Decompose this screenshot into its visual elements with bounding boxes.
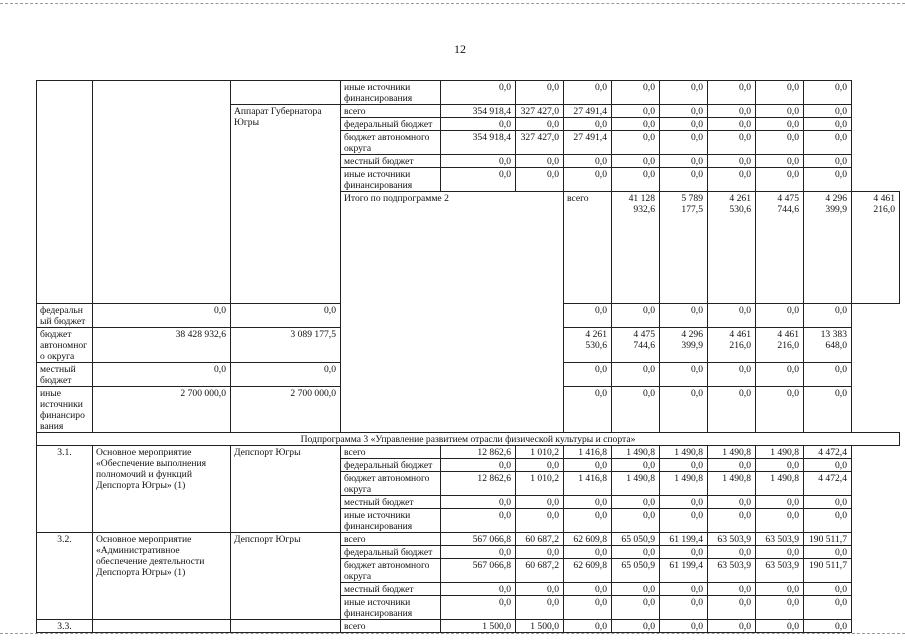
value-cell: 0,0 [441, 459, 516, 472]
source-cell: бюджет автономного округа [37, 328, 93, 363]
value-cell: 0,0 [564, 304, 612, 328]
value-cell: 1 490,8 [708, 472, 756, 496]
value-cell: 0,0 [612, 546, 660, 559]
item-number-cell: 3.2. [37, 533, 93, 620]
value-cell: 4 296 399,9 [804, 192, 852, 304]
value-cell: 327 427,0 [516, 131, 564, 155]
value-cell: 0,0 [708, 509, 756, 533]
value-cell: 0,0 [804, 546, 852, 559]
executor-cell [231, 620, 341, 633]
value-cell: 0,0 [612, 363, 660, 387]
value-cell: 0,0 [756, 155, 804, 168]
source-cell: иные источники финансирования [341, 509, 441, 533]
item-number-cell [37, 81, 93, 304]
source-cell: всего [564, 192, 612, 304]
value-cell: 1 010,2 [516, 446, 564, 459]
value-cell: 65 050,9 [612, 559, 660, 583]
page-number: 12 [454, 42, 466, 56]
source-cell: местный бюджет [37, 363, 93, 387]
value-cell: 354 918,4 [441, 105, 516, 118]
value-cell: 63 503,9 [756, 533, 804, 546]
value-cell: 4 461 216,0 [708, 328, 756, 363]
value-cell: 0,0 [516, 596, 564, 620]
value-cell: 0,0 [231, 304, 341, 328]
value-cell: 0,0 [516, 459, 564, 472]
item-name-cell [93, 620, 231, 633]
value-cell: 0,0 [564, 168, 612, 192]
source-cell: иные источники финансирования [341, 81, 441, 105]
executor-cell: Депспорт Югры [231, 533, 341, 620]
source-cell: федеральный бюджет [37, 304, 93, 328]
value-cell: 0,0 [804, 583, 852, 596]
value-cell: 4 461 216,0 [852, 192, 900, 304]
value-cell: 0,0 [660, 81, 708, 105]
value-cell: 0,0 [660, 496, 708, 509]
value-cell: 0,0 [804, 118, 852, 131]
value-cell: 60 687,2 [516, 533, 564, 546]
value-cell: 0,0 [756, 81, 804, 105]
value-cell: 0,0 [708, 459, 756, 472]
value-cell: 0,0 [708, 596, 756, 620]
value-cell: 0,0 [804, 155, 852, 168]
value-cell: 1 490,8 [660, 472, 708, 496]
source-cell: всего [341, 533, 441, 546]
table-row [37, 81, 900, 105]
value-cell: 63 503,9 [708, 533, 756, 546]
item-name-cell: Основное мероприятие «Административное обеспечение деятельности Депспорта Югры» (1) [93, 533, 231, 620]
value-cell: 12 862,6 [441, 472, 516, 496]
value-cell: 0,0 [660, 155, 708, 168]
scan-edge-top [0, 3, 905, 4]
value-cell: 1 500,0 [441, 620, 516, 633]
value-cell: 0,0 [756, 459, 804, 472]
source-cell: иные источники финансирования [341, 168, 441, 192]
value-cell: 0,0 [804, 387, 852, 433]
item-number-cell: 3.3. [37, 620, 93, 633]
value-cell: 0,0 [804, 363, 852, 387]
value-cell: 13 383 648,0 [804, 328, 852, 363]
value-cell: 0,0 [564, 583, 612, 596]
value-cell: 0,0 [564, 81, 612, 105]
value-cell: 0,0 [660, 131, 708, 155]
value-cell: 63 503,9 [708, 559, 756, 583]
value-cell: 0,0 [660, 583, 708, 596]
value-cell: 0,0 [441, 596, 516, 620]
value-cell: 0,0 [660, 620, 708, 633]
value-cell: 0,0 [660, 105, 708, 118]
value-cell: 0,0 [612, 131, 660, 155]
value-cell: 0,0 [660, 387, 708, 433]
executor-cell: Аппарат Губернатора Югры [231, 105, 341, 304]
value-cell: 0,0 [612, 118, 660, 131]
value-cell: 0,0 [804, 596, 852, 620]
value-cell: 0,0 [756, 387, 804, 433]
value-cell: 1 416,8 [564, 472, 612, 496]
value-cell: 4 475 744,6 [756, 192, 804, 304]
value-cell: 0,0 [93, 363, 231, 387]
value-cell: 0,0 [708, 168, 756, 192]
value-cell: 0,0 [804, 620, 852, 633]
value-cell: 0,0 [612, 459, 660, 472]
value-cell: 4 296 399,9 [660, 328, 708, 363]
value-cell: 0,0 [804, 131, 852, 155]
value-cell: 61 199,4 [660, 533, 708, 546]
value-cell: 0,0 [441, 81, 516, 105]
value-cell: 65 050,9 [612, 533, 660, 546]
source-cell: местный бюджет [341, 496, 441, 509]
value-cell: 1 490,8 [708, 446, 756, 459]
value-cell: 63 503,9 [756, 559, 804, 583]
value-cell: 0,0 [708, 304, 756, 328]
source-cell: федеральный бюджет [341, 546, 441, 559]
source-cell: бюджет автономного округа [341, 131, 441, 155]
value-cell: 0,0 [612, 583, 660, 596]
executor-cell [231, 81, 341, 105]
source-cell: федеральный бюджет [341, 459, 441, 472]
value-cell: 2 700 000,0 [231, 387, 341, 433]
source-cell: иные источники финансирования [341, 596, 441, 620]
value-cell: 4 461 216,0 [756, 328, 804, 363]
value-cell: 0,0 [612, 596, 660, 620]
value-cell: 0,0 [441, 118, 516, 131]
value-cell: 0,0 [564, 363, 612, 387]
budget-table [36, 80, 900, 633]
value-cell: 0,0 [441, 155, 516, 168]
value-cell: 0,0 [612, 387, 660, 433]
value-cell: 0,0 [612, 509, 660, 533]
value-cell: 0,0 [708, 81, 756, 105]
total-label: Итого по подпрограмме 2 [341, 192, 564, 433]
value-cell: 4 472,4 [804, 446, 852, 459]
value-cell: 0,0 [804, 304, 852, 328]
value-cell: 0,0 [516, 583, 564, 596]
value-cell: 3 089 177,5 [231, 328, 341, 363]
value-cell: 1 490,8 [756, 446, 804, 459]
value-cell: 0,0 [660, 459, 708, 472]
value-cell: 62 609,8 [564, 533, 612, 546]
source-cell: местный бюджет [341, 155, 441, 168]
value-cell: 0,0 [756, 304, 804, 328]
value-cell: 0,0 [564, 546, 612, 559]
value-cell: 0,0 [516, 496, 564, 509]
value-cell: 38 428 932,6 [93, 328, 231, 363]
value-cell: 4 472,4 [804, 472, 852, 496]
value-cell: 0,0 [756, 509, 804, 533]
value-cell: 0,0 [564, 620, 612, 633]
value-cell: 354 918,4 [441, 131, 516, 155]
value-cell: 0,0 [756, 596, 804, 620]
value-cell: 0,0 [804, 496, 852, 509]
value-cell: 0,0 [660, 118, 708, 131]
value-cell: 0,0 [756, 168, 804, 192]
source-cell: бюджет автономного округа [341, 472, 441, 496]
value-cell: 1 010,2 [516, 472, 564, 496]
value-cell: 0,0 [708, 363, 756, 387]
value-cell: 0,0 [660, 168, 708, 192]
value-cell: 0,0 [804, 105, 852, 118]
value-cell: 0,0 [708, 583, 756, 596]
value-cell: 0,0 [231, 363, 341, 387]
value-cell: 0,0 [708, 131, 756, 155]
executor-cell: Депспорт Югры [231, 446, 341, 533]
value-cell: 0,0 [516, 168, 564, 192]
value-cell: 0,0 [612, 81, 660, 105]
item-name-cell: Основное мероприятие «Обеспечение выполнения полномочий и функций Депспорта Югры» (1) [93, 446, 231, 533]
value-cell: 0,0 [660, 509, 708, 533]
value-cell: 0,0 [564, 496, 612, 509]
value-cell: 0,0 [756, 583, 804, 596]
value-cell: 0,0 [756, 620, 804, 633]
value-cell: 0,0 [612, 168, 660, 192]
value-cell: 0,0 [564, 387, 612, 433]
value-cell: 1 490,8 [612, 472, 660, 496]
value-cell: 0,0 [441, 583, 516, 596]
scan-edge-bottom [0, 633, 905, 634]
value-cell: 0,0 [660, 363, 708, 387]
source-cell: всего [341, 446, 441, 459]
item-number-cell: 3.1. [37, 446, 93, 533]
value-cell: 0,0 [804, 81, 852, 105]
value-cell: 0,0 [660, 546, 708, 559]
value-cell: 0,0 [708, 387, 756, 433]
subprogram-title: Подпрограмма 3 «Управление развитием отрасли физической культуры и спорта» [37, 433, 900, 446]
value-cell: 0,0 [756, 105, 804, 118]
table-row [37, 533, 900, 546]
value-cell: 0,0 [441, 168, 516, 192]
value-cell: 0,0 [708, 118, 756, 131]
value-cell: 0,0 [564, 509, 612, 533]
value-cell: 1 416,8 [564, 446, 612, 459]
value-cell: 0,0 [708, 155, 756, 168]
value-cell: 0,0 [804, 459, 852, 472]
source-cell: всего [341, 620, 441, 633]
table-row [37, 620, 900, 633]
value-cell: 0,0 [660, 596, 708, 620]
value-cell: 0,0 [804, 509, 852, 533]
value-cell: 0,0 [564, 596, 612, 620]
value-cell: 0,0 [756, 496, 804, 509]
value-cell: 567 066,8 [441, 559, 516, 583]
budget-table-body [37, 81, 900, 633]
value-cell: 0,0 [612, 620, 660, 633]
value-cell: 0,0 [564, 155, 612, 168]
value-cell: 0,0 [516, 509, 564, 533]
value-cell: 2 700 000,0 [93, 387, 231, 433]
value-cell: 1 490,8 [756, 472, 804, 496]
value-cell: 5 789 177,5 [660, 192, 708, 304]
value-cell: 0,0 [612, 496, 660, 509]
value-cell: 0,0 [516, 81, 564, 105]
value-cell: 61 199,4 [660, 559, 708, 583]
source-cell: федеральный бюджет [341, 118, 441, 131]
value-cell: 567 066,8 [441, 533, 516, 546]
value-cell: 1 490,8 [660, 446, 708, 459]
value-cell: 1 490,8 [612, 446, 660, 459]
value-cell: 327 427,0 [516, 105, 564, 118]
value-cell: 190 511,7 [804, 533, 852, 546]
source-cell: местный бюджет [341, 583, 441, 596]
source-cell: бюджет автономного округа [341, 559, 441, 583]
value-cell: 12 862,6 [441, 446, 516, 459]
value-cell: 0,0 [660, 304, 708, 328]
value-cell: 0,0 [708, 496, 756, 509]
value-cell: 4 261 530,6 [564, 328, 612, 363]
value-cell: 0,0 [756, 131, 804, 155]
value-cell: 0,0 [564, 118, 612, 131]
value-cell: 0,0 [612, 304, 660, 328]
value-cell: 0,0 [516, 155, 564, 168]
source-cell: иные источники финансирования [37, 387, 93, 433]
value-cell: 60 687,2 [516, 559, 564, 583]
value-cell: 0,0 [756, 546, 804, 559]
value-cell: 62 609,8 [564, 559, 612, 583]
value-cell: 0,0 [804, 168, 852, 192]
value-cell: 41 128 932,6 [612, 192, 660, 304]
value-cell: 4 475 744,6 [612, 328, 660, 363]
source-cell: всего [341, 105, 441, 118]
table-row [37, 446, 900, 459]
value-cell: 0,0 [441, 496, 516, 509]
subprogram-header-row [37, 433, 900, 446]
value-cell: 0,0 [756, 363, 804, 387]
value-cell: 0,0 [612, 155, 660, 168]
value-cell: 0,0 [708, 620, 756, 633]
value-cell: 0,0 [441, 546, 516, 559]
value-cell: 0,0 [612, 105, 660, 118]
value-cell: 0,0 [708, 546, 756, 559]
value-cell: 0,0 [756, 118, 804, 131]
value-cell: 0,0 [441, 509, 516, 533]
value-cell: 0,0 [516, 546, 564, 559]
item-name-cell [93, 81, 231, 304]
value-cell: 27 491,4 [564, 105, 612, 118]
value-cell: 190 511,7 [804, 559, 852, 583]
value-cell: 27 491,4 [564, 131, 612, 155]
value-cell: 0,0 [708, 105, 756, 118]
value-cell: 0,0 [564, 459, 612, 472]
value-cell: 0,0 [93, 304, 231, 328]
value-cell: 0,0 [516, 118, 564, 131]
value-cell: 1 500,0 [516, 620, 564, 633]
value-cell: 4 261 530,6 [708, 192, 756, 304]
